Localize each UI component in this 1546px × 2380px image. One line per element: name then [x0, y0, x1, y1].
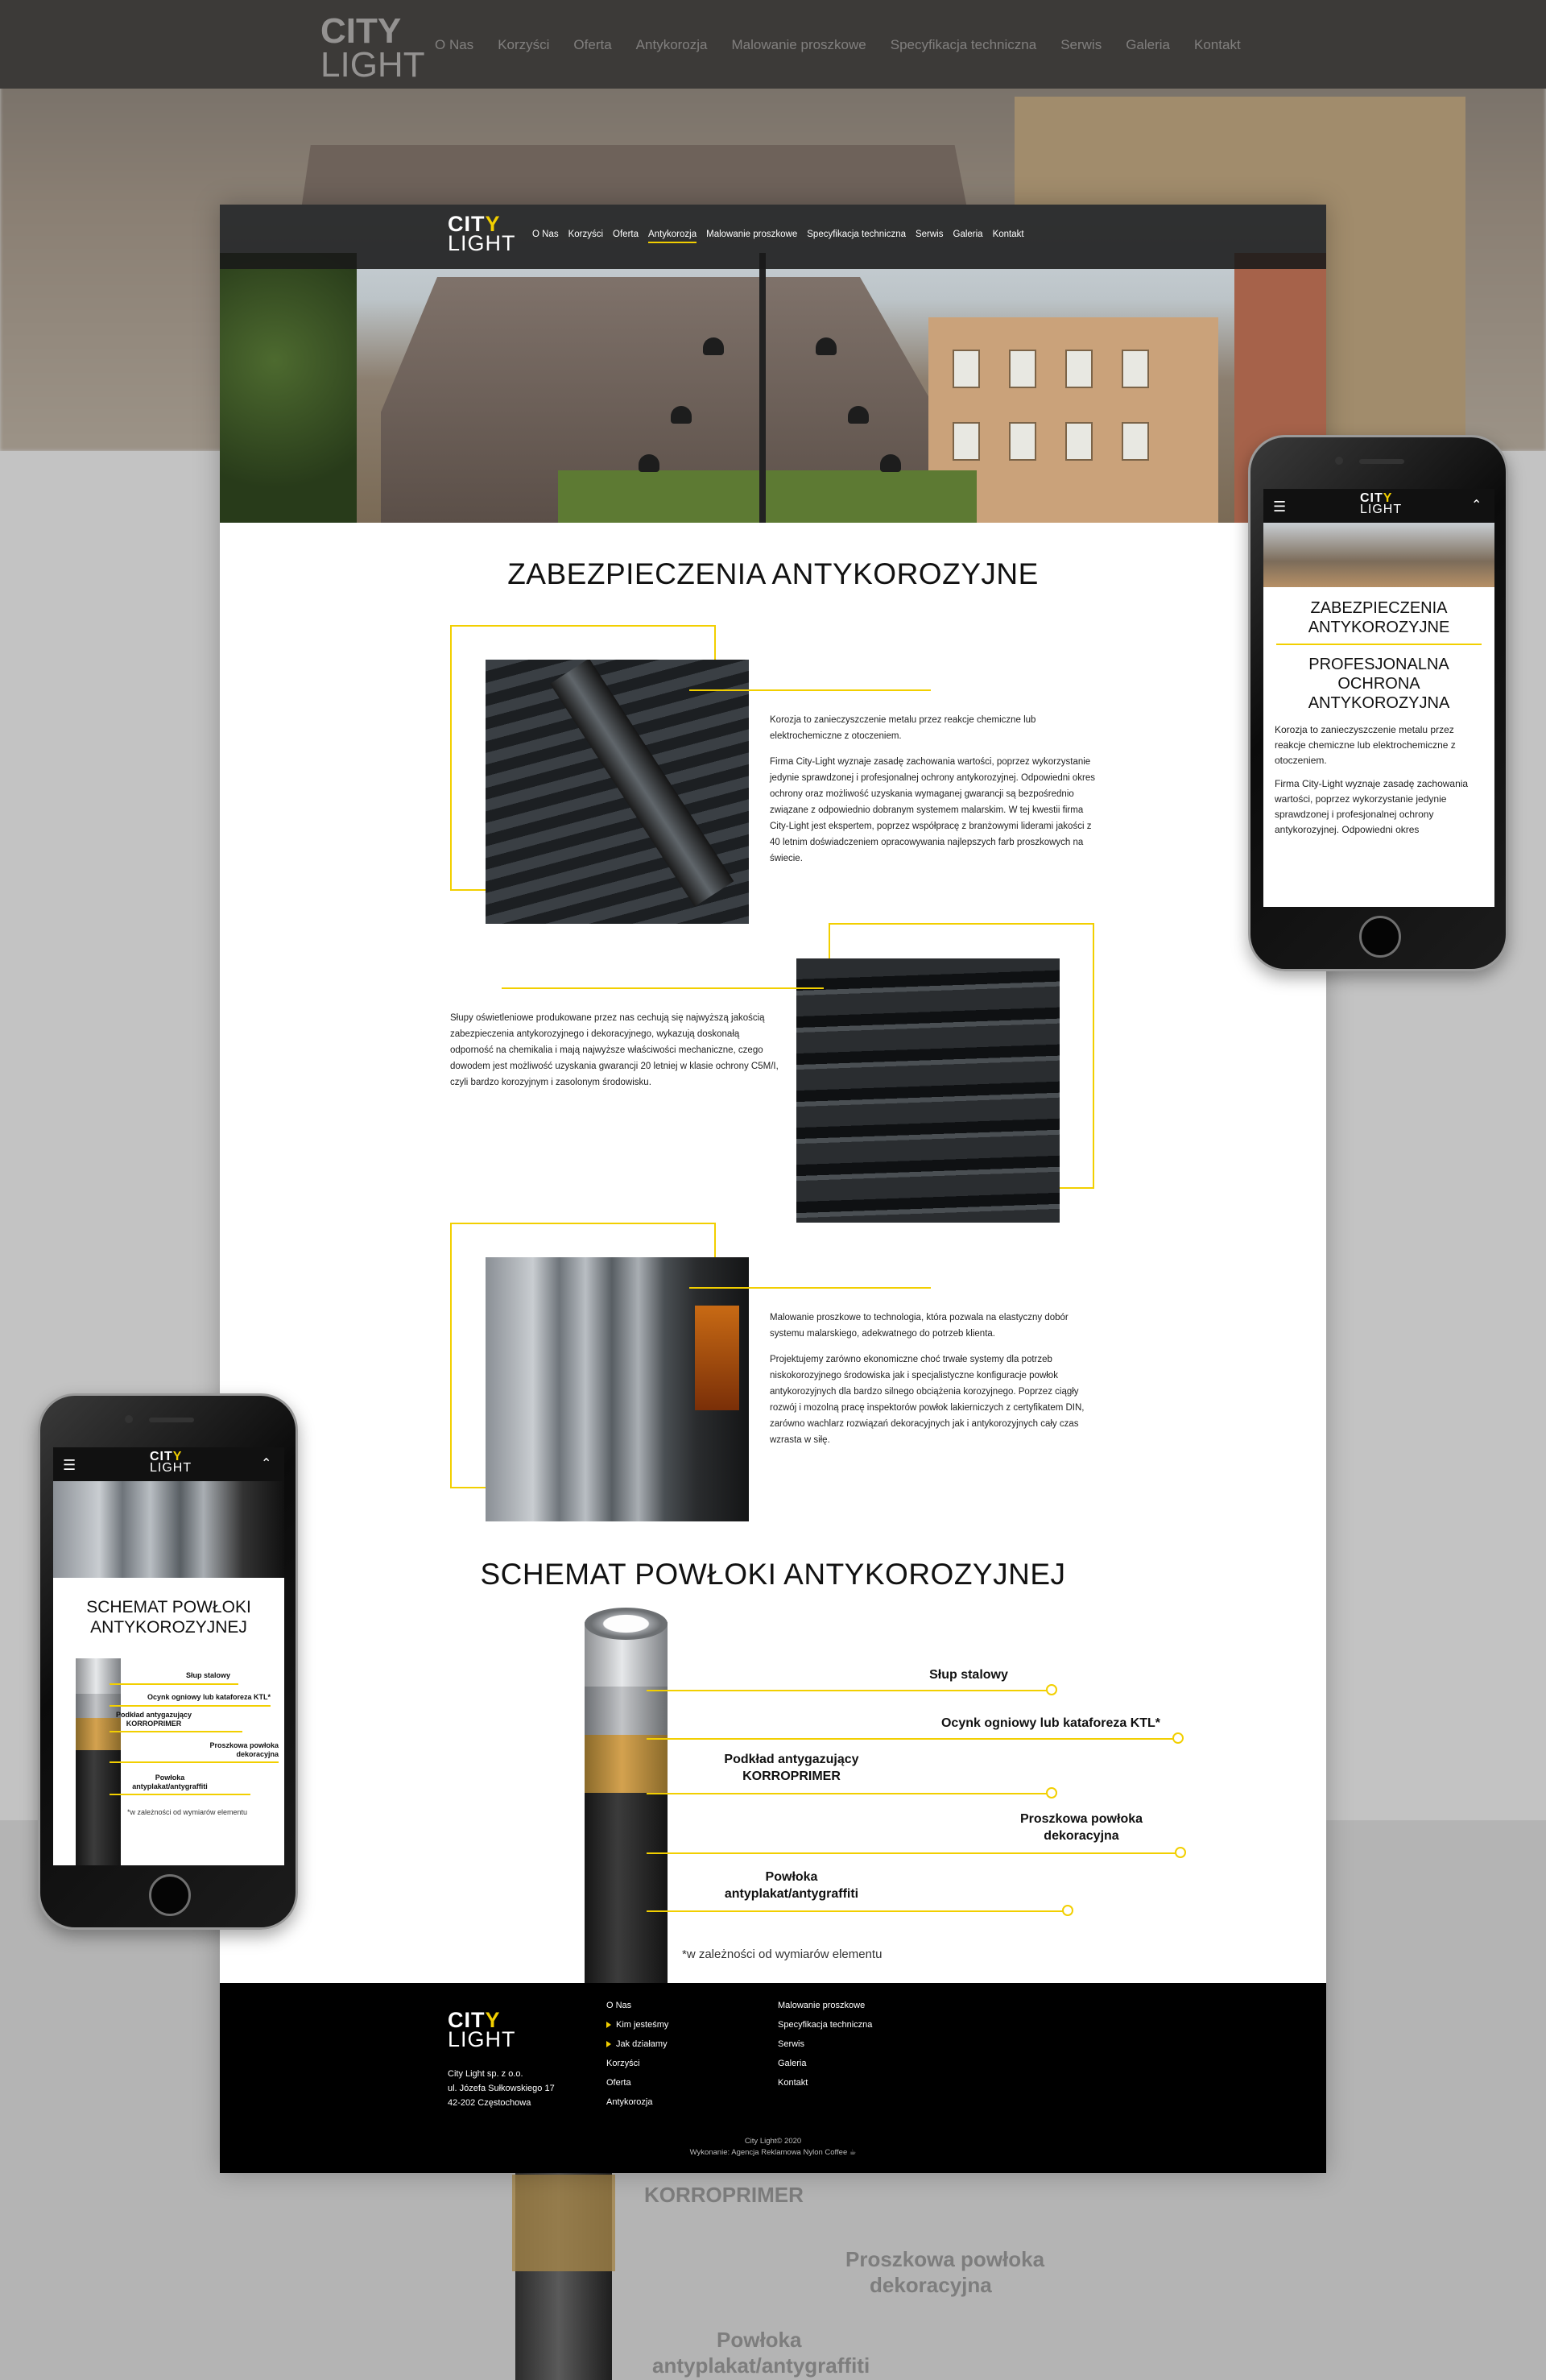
home-button[interactable]: [1359, 916, 1401, 958]
phone-camera: [125, 1415, 133, 1423]
footer-link-oferta[interactable]: Oferta: [606, 2078, 631, 2088]
mobile-footnote: *w zależności od wymiarów elementu: [127, 1808, 248, 1816]
section3-paragraph: Malowanie proszkowe to technologia, która pozwala na elastyczny dobór systemu malarskiego, adekwatnego do potrzeb klienta.: [770, 1313, 1069, 1339]
window: [1122, 422, 1149, 461]
mobile-layer-label: Ocynk ogniowy lub kataforeza KTL*: [147, 1693, 271, 1701]
label-line: Podkład antygazujący: [115, 1711, 192, 1719]
leader-dot: [1046, 1787, 1057, 1798]
leader-line: [647, 1852, 1181, 1854]
footer-logo[interactable]: CITY LIGHT: [448, 2008, 516, 2052]
logo-text-top: CITY: [1360, 491, 1393, 505]
label-line: Powłoka: [155, 1774, 185, 1782]
footer-address: [448, 2067, 555, 2110]
leader-line: [647, 1793, 1053, 1794]
logo-text-top: CITY: [150, 1450, 183, 1463]
phone-right-screen: [1263, 489, 1494, 907]
window: [953, 350, 980, 388]
section3-paragraph: Projektujemy zarówno ekonomiczne choć trwałe systemy dla potrzeb niskokorozyjnego środowiska jak i specjalistyczne konfiguracje powłok antykorozyjnych dla bardzo silnego obciążenia korozyjnego. Poprzez ciągły rozwój i mozolną pracę inspektorów powłok lakierniczych z certyfikatem DIN, zarówno wachlarz rozwiązań dekoracyjnych jak i antykorozyjnych cały czas wzrasta w siłę.: [770, 1355, 1085, 1445]
layer-label-line: dekoracyjna: [1044, 1829, 1119, 1843]
page-title: ZABEZPIECZENIA ANTYKOROZYJNE: [507, 557, 1039, 590]
menu-item-korzysci[interactable]: Korzyści: [568, 230, 604, 239]
leader-dot: [1172, 1732, 1184, 1744]
leader-dot: [1046, 1684, 1057, 1695]
phone-speaker: [149, 1418, 194, 1422]
leader-line: [110, 1794, 250, 1795]
chevron-up-icon[interactable]: ⌃: [1471, 499, 1482, 512]
site-logo[interactable]: CITY LIGHT: [448, 212, 516, 256]
mobile-paragraph: Firma City-Light wyznaje zasadę zachowania wartości, poprzez wykorzystanie jedynie sprawdzonej i profesjonalnej ochrony antykorozyjnej. Odpowiedni okres: [1275, 778, 1469, 835]
layer-label: Ocynk ogniowy lub kataforeza KTL*: [940, 1716, 1161, 1730]
leader-line: [110, 1731, 242, 1732]
section1-photo: [486, 660, 749, 924]
layer-primer: [585, 1735, 668, 1793]
leader-line: [647, 1910, 1069, 1912]
mobile-hero: [1263, 523, 1494, 587]
leader-line: [110, 1683, 238, 1685]
section1-text: [770, 712, 1100, 876]
mobile-paragraph: Korozja to zanieczyszczenie metalu przez reakcje chemiczne lub elektrochemiczne z otoczeniem.: [1275, 724, 1456, 766]
mobile-nav: [53, 1447, 284, 1481]
pipe-top: [585, 1608, 668, 1640]
lamp-icon: [848, 406, 869, 424]
mobile-layer-label: [101, 1711, 206, 1728]
footer-link-serwis[interactable]: Serwis: [778, 2039, 805, 2049]
credits-text[interactable]: Wykonanie: Agencja Reklamowa Nylon Coffee: [689, 2148, 848, 2157]
footer-col-1: [606, 1996, 668, 2112]
layer-label-line: Podkład antygazujący: [724, 1753, 859, 1766]
footer-link-antykorozja[interactable]: Antykorozja: [606, 2097, 653, 2107]
footer-link-o-nas[interactable]: O Nas: [606, 2001, 632, 2010]
menu-item-malowanie[interactable]: Malowanie proszkowe: [706, 230, 798, 239]
window: [1122, 350, 1149, 388]
lamp-icon: [703, 337, 724, 355]
layer-label: Słup stalowy: [929, 1668, 1008, 1682]
mobile-nav: [1263, 489, 1494, 523]
hero-tree: [220, 253, 357, 523]
schema-title: SCHEMAT POWŁOKI ANTYKOROZYJNEJ: [480, 1558, 1066, 1591]
logo-text-bottom: LIGHT: [1360, 503, 1403, 517]
menu-item-oferta[interactable]: Oferta: [613, 230, 639, 239]
chevron-up-icon[interactable]: ⌃: [261, 1457, 272, 1471]
label-line: Proszkowa powłoka: [209, 1741, 279, 1749]
hero-trees: [558, 470, 977, 523]
hero-image: [220, 205, 1326, 523]
mobile-layer-label: Słup stalowy: [185, 1671, 230, 1679]
phone-left-screen: [53, 1447, 284, 1865]
layer-label-line: Powłoka: [765, 1870, 818, 1884]
yellow-line: [1276, 644, 1482, 645]
layer-label-line: antyplakat/antygraffiti: [724, 1887, 859, 1901]
coffee-icon: ☕: [849, 2148, 857, 2157]
leader-line: [647, 1690, 1052, 1691]
section2-paragraph: Słupy oświetleniowe produkowane przez nas cechują się najwyższą jakością zabezpieczenia antykorozyjnego i dekoracyjnego, wykazują doskonałą odporność na chemikalia i mają najwyższe właściwości mechaniczne, czego dowodem jest możliwość uzyskania gwarancji 20 letniej w klasie ochrony C5M/I, czyli bardzo korozyjnym i zasolonym środowisku.: [450, 1013, 779, 1087]
background-menu: O Nas Korzyści Oferta Antykorozja Malowanie proszkowe Specyfikacja techniczna Serwis Galeria Kontakt: [435, 37, 1241, 52]
lamp-icon: [880, 454, 901, 472]
phone-right: [1248, 435, 1508, 971]
background-pipe-band: [512, 2175, 615, 2271]
leader-line: [110, 1761, 279, 1763]
menu-item-specyfikacja[interactable]: Specyfikacja techniczna: [807, 230, 906, 239]
street: ul. Józefa Sułkowskiego 17: [448, 2084, 555, 2093]
label-line: antyplakat/antygraffiti: [132, 1782, 208, 1790]
main-menu: [532, 230, 1024, 243]
background-label: antyplakat/antygraffiti: [652, 2353, 870, 2378]
mobile-title: ZABEZPIECZENIA ANTYKOROZYJNE: [1308, 599, 1450, 636]
label-line: dekoracyjna: [236, 1750, 279, 1758]
layer-steel: [76, 1658, 121, 1694]
menu-item-kontakt[interactable]: Kontakt: [992, 230, 1024, 239]
mobile-logo[interactable]: [1360, 493, 1402, 516]
mobile-schema-title: SCHEMAT POWŁOKI ANTYKOROZYJNEJ: [86, 1598, 251, 1637]
mobile-photo: [53, 1481, 284, 1578]
section3-photo: [486, 1257, 749, 1521]
footer-col-2: [778, 1996, 872, 2092]
menu-item-serwis[interactable]: Serwis: [915, 230, 944, 239]
leader-dot: [1062, 1905, 1073, 1916]
footer-copyright: [220, 2136, 1326, 2159]
mobile-layer-label: [118, 1774, 222, 1791]
website-mockup: [220, 205, 1326, 2173]
section2-text: [450, 1010, 780, 1100]
city: 42-202 Częstochowa: [448, 2098, 531, 2108]
lamp-icon: [816, 337, 837, 355]
layer-label-line: Proszkowa powłoka: [1019, 1812, 1143, 1826]
yellow-line: [502, 987, 824, 989]
yellow-line: [689, 1287, 931, 1289]
company-name: City Light sp. z o.o.: [448, 2069, 523, 2079]
credits-line: [220, 2147, 1326, 2159]
footer-link-jak-dzialamy[interactable]: Jak działamy: [606, 2034, 668, 2054]
section2-photo: [796, 958, 1060, 1223]
lamp-icon: [671, 406, 692, 424]
mobile-text: [1275, 722, 1484, 838]
phone-left: [38, 1393, 298, 1930]
hamburger-icon[interactable]: ☰: [1273, 499, 1287, 515]
background-label: Proszkowa powłoka: [845, 2247, 1045, 2271]
pipe-shape: [550, 660, 734, 907]
phone-camera: [1335, 457, 1343, 465]
footer-link-kim-jestesmy[interactable]: Kim jesteśmy: [606, 2015, 668, 2034]
logo-text-bottom: LIGHT: [448, 2027, 516, 2052]
footer-link-specyfikacja[interactable]: Specyfikacja techniczna: [778, 2020, 873, 2030]
mobile-layer-label: [166, 1741, 279, 1759]
layer-label: [655, 1869, 928, 1902]
background-label: dekoracyjna: [870, 2273, 992, 2297]
logo-text-bottom: LIGHT: [150, 1461, 192, 1476]
menu-item-galeria[interactable]: Galeria: [953, 230, 983, 239]
coating-pipe: [585, 1622, 668, 2025]
site-nav: [220, 205, 1326, 269]
section1-paragraph: Firma City-Light wyznaje zasadę zachowania wartości, poprzez wykorzystanie jedynie sprawdzonej i profesjonalnej ochrony antykorozyjnej. Odpowiedni okres ochrony oraz możliwość uzyskania wymaganej gwarancji są bezpośrednio związane z odpowiednio dobranym systemem malarskim. W tej kwestii firma City-Light jest ekspertem, poprzez współpracę z branżowymi liderami jakości z 40 letnim doświadczeniem opracowywania najlepszych farb proszkowych na świecie.: [770, 757, 1096, 863]
home-button[interactable]: [149, 1874, 191, 1916]
background-logo: CITY LIGHT: [320, 11, 425, 85]
footer-link-kontakt[interactable]: Kontakt: [778, 2078, 808, 2088]
section1-paragraph: Korozja to zanieczyszczenie metalu przez reakcje chemiczne lub elektrochemiczne z otoczeniem.: [770, 715, 1036, 741]
footnote: *w zależności od wymiarów elementu: [682, 1947, 883, 1961]
window: [1009, 422, 1036, 461]
lamp-icon: [639, 454, 659, 472]
leader-dot: [1175, 1847, 1186, 1858]
section3-text: [770, 1310, 1100, 1458]
window: [1065, 350, 1093, 388]
layer-label: [969, 1811, 1194, 1844]
window: [953, 422, 980, 461]
layer-label-line: KORROPRIMER: [742, 1769, 841, 1783]
copyright-text: City Light© 2020: [744, 2137, 802, 2146]
leader-line: [110, 1705, 271, 1707]
site-footer: [220, 1983, 1326, 2173]
menu-item-o-nas[interactable]: O Nas: [532, 230, 559, 239]
background-label: KORROPRIMER: [644, 2183, 804, 2207]
oven-light: [695, 1306, 739, 1410]
mobile-subtitle: PROFESJONALNA OCHRONA ANTYKOROZYJNA: [1308, 656, 1450, 712]
yellow-line: [689, 689, 931, 691]
leader-line: [647, 1738, 1180, 1740]
logo-text-bottom: LIGHT: [448, 231, 516, 256]
window: [1065, 422, 1093, 461]
layer-label: [671, 1751, 912, 1785]
footer-link-galeria[interactable]: Galeria: [778, 2059, 807, 2068]
layer-zinc: [585, 1687, 668, 1735]
footer-link-korzysci[interactable]: Korzyści: [606, 2059, 640, 2068]
phone-speaker: [1359, 459, 1404, 464]
mobile-logo[interactable]: [150, 1451, 192, 1475]
window: [1009, 350, 1036, 388]
lamp-post: [759, 253, 766, 523]
menu-item-antykorozja[interactable]: Antykorozja: [648, 230, 697, 243]
background-label: Powłoka: [717, 2328, 802, 2352]
footer-link-malowanie[interactable]: Malowanie proszkowe: [778, 2001, 866, 2010]
hamburger-icon[interactable]: ☰: [63, 1457, 76, 1473]
label-line: KORROPRIMER: [126, 1720, 182, 1728]
